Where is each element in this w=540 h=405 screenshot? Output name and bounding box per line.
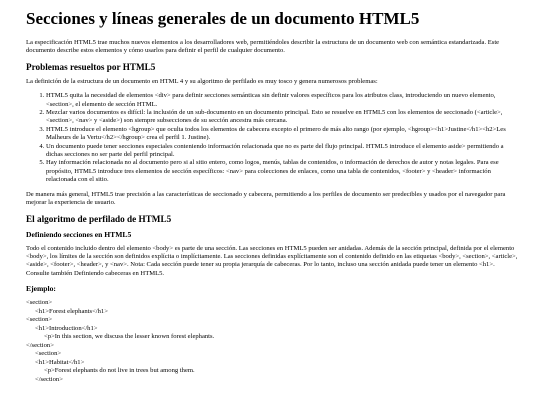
sections-paragraph: Todo el contenido incluido dentro del elemento <body> es parte de una sección. Las secciones en HTML5 pueden ser anidadas. Además de la sección principal, definida por el elemento <body>, los límites de la sección son definidos explícita o implícitamente. Las secciones definidas explícitamente son el contenido definido en las etiquetas <body>, <section>, <article>, <aside>, <footer>, <header>, y <nav>. Nota: Cada sección puede tener su propia jerarquía de cabeceras. Por lo tanto, incluso una sección anidada puede tener un elemento <h1>. Consulte también Definiendo cabeceras en HTML5. xyxy=(26,244,518,277)
example-heading: Ejemplo: xyxy=(26,284,56,294)
algorithm-heading: El algoritmo de perfilado de HTML5 xyxy=(26,213,172,224)
problems-heading: Problemas resueltos por HTML5 xyxy=(26,61,156,72)
code-line: </section> xyxy=(35,375,63,383)
page-title: Secciones y líneas generales de un documento HTML5 xyxy=(26,9,420,28)
code-line: <h1>Habitat</h1> xyxy=(35,358,85,366)
code-line: </section> xyxy=(26,341,54,349)
problems-outro: De manera más general, HTML5 trae precisión a las características de seccionado y cabecera, permitiendo a los perfiles de documento ser predecibles y usados por el navegador para mejorar la experiencia de usuario. xyxy=(26,190,506,207)
list-item: 4. Un documento puede tener secciones especiales conteniendo información relacionada que no es parte del flujo principal. HTML5 introduce el elemento aside> permitiendo a dichas secciones no ser parte del perfil principal. xyxy=(46,143,518,160)
list-item: 2. Mezclar varios documentos es difícil: la inclusión de un sub-documento en un documento principal. Esto se resuelve en HTML5 con los elementos de seccionado (<article>, <section>, <nav> y <aside>) son siempre subsecciones de su sección ancestra más cercana. xyxy=(46,109,518,126)
code-line: <p>In this section, we discuss the lesser known forest elephants. xyxy=(44,333,215,341)
code-example xyxy=(26,299,518,384)
sections-subheading: Definiendo secciones en HTML5 xyxy=(26,229,132,239)
code-line: <section> xyxy=(26,316,53,324)
code-line: <section> xyxy=(35,350,62,358)
code-line: <p>Forest elephants do not live in trees but among them. xyxy=(44,367,195,375)
code-line: <h1>Forest elephants</h1> xyxy=(35,307,108,315)
list-item: 5. Hay información relacionada no al documento pero si al sitio entero, como logos, menús, tablas de contenidos, o información de derechos de autor y notas legales. Para ese propósito, HTML5 introduce tres elementos de sección específicos: <nav> para colecciones de enlaces, como una tabla de contenidos, <footer> y <header> información relacionada con el sitio. xyxy=(46,159,518,184)
problems-intro: La definición de la estructura de un documento en HTML 4 y su algoritmo de perfilado es muy tosco y genera numerosos problemas: xyxy=(26,77,378,85)
code-line: <h1>Introduction</h1> xyxy=(35,324,98,332)
problems-list xyxy=(26,92,518,184)
code-line: <section> xyxy=(26,299,53,307)
list-item: 1. HTML5 quita la necesidad de elementos <div> para definir secciones semánticas sin definir valores específicos para los atributos class, introduciendo un nuevo elemento, <section>, el elemento de sección HTML. xyxy=(46,92,518,109)
list-item: 3. HTML5 introduce el elemento <hgroup> que oculta todos los elementos de cabecera excepto el primero de más alto rango (por ejemplo, <hgroup><h1>Justine</h1><h2>Les Malheurs de la Vertu</h2></hgroup> crea el perfil 1. Justine). xyxy=(46,126,518,143)
intro-paragraph: La especificación HTML5 trae muchos nuevos elementos a los desarrolladores web, permitiéndoles describir la estructura de un documento web con semántica estandarizada. Este documento describe estos elementos y cómo usarlos para definir el perfil de cualquier documento. xyxy=(26,39,500,55)
